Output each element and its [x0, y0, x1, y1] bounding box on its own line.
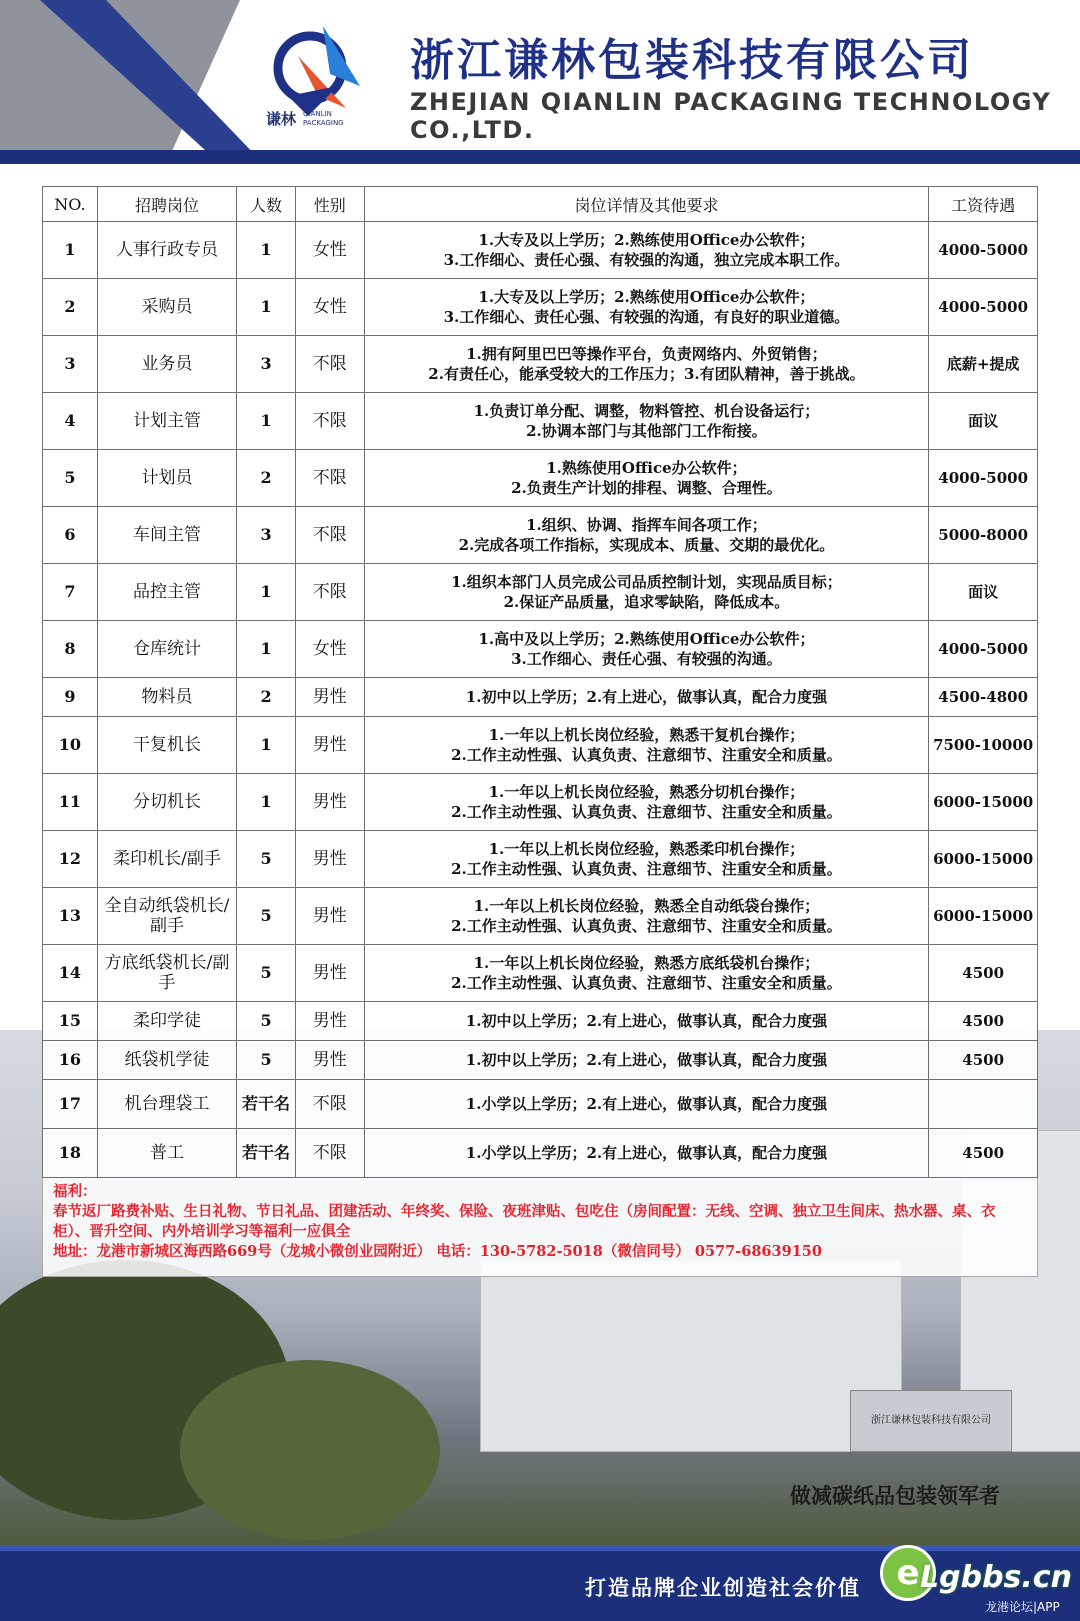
row-no: 18	[43, 1129, 98, 1178]
detail-line-1: 1.初中以上学历；2.有上进心，做事认真，配合力度强	[465, 688, 828, 706]
row-position: 计划主管	[97, 393, 236, 450]
row-count: 1	[237, 393, 296, 450]
detail-line-1: 1.一年以上机长岗位经验，熟悉方底纸袋机台操作；	[473, 954, 820, 972]
row-gender: 女性	[295, 621, 364, 678]
col-salary: 工资待遇	[929, 187, 1038, 222]
table-row	[43, 1041, 1038, 1080]
table-body	[43, 222, 1038, 1178]
row-count: 1	[237, 564, 296, 621]
col-count: 人数	[237, 187, 296, 222]
detail-line-1: 1.小学以上学历；2.有上进心，做事认真，配合力度强	[465, 1144, 828, 1162]
row-salary: 4000-5000	[929, 621, 1038, 678]
row-position: 柔印学徒	[97, 1002, 236, 1041]
row-position: 方底纸袋机长/副手	[97, 945, 236, 1002]
table-row	[43, 450, 1038, 507]
detail-line-1: 1.初中以上学历；2.有上进心，做事认真，配合力度强	[465, 1012, 828, 1030]
detail-line-1: 1.熟练使用Office办公软件；	[546, 459, 747, 477]
row-salary: 7500-10000	[929, 717, 1038, 774]
row-salary	[929, 1080, 1038, 1129]
detail-line-2: 2.工作主动性强、认真负责、注意细节、注重安全和质量。	[451, 974, 842, 992]
detail-line-1: 1.负责订单分配、调整，物料管控、机台设备运行；	[473, 402, 820, 420]
table-row	[43, 717, 1038, 774]
row-count: 若干名	[237, 1129, 296, 1178]
row-gender: 女性	[295, 222, 364, 279]
photo-slogan: 做减碳纸品包装领军者	[790, 1484, 1000, 1508]
detail-line-1: 1.组织、协调、指挥车间各项工作；	[526, 516, 767, 534]
row-position: 业务员	[97, 336, 236, 393]
detail-line-2: 2.工作主动性强、认真负责、注意细节、注重安全和质量。	[451, 917, 842, 935]
detail-line-1: 1.高中及以上学历；2.熟练使用Office办公软件；	[478, 630, 815, 648]
row-position: 物料员	[97, 678, 236, 717]
row-gender: 男性	[295, 678, 364, 717]
row-detail	[364, 336, 929, 393]
row-salary: 4000-5000	[929, 279, 1038, 336]
detail-line-1: 1.小学以上学历；2.有上进心，做事认真，配合力度强	[465, 1095, 828, 1113]
row-gender: 不限	[295, 564, 364, 621]
row-count: 2	[237, 450, 296, 507]
row-count: 3	[237, 507, 296, 564]
row-gender: 男性	[295, 717, 364, 774]
row-no: 5	[43, 450, 98, 507]
row-salary: 面议	[929, 393, 1038, 450]
row-no: 7	[43, 564, 98, 621]
row-count: 1	[237, 621, 296, 678]
row-no: 13	[43, 888, 98, 945]
row-no: 6	[43, 507, 98, 564]
row-gender: 男性	[295, 1041, 364, 1080]
row-gender: 不限	[295, 1080, 364, 1129]
detail-line-1: 1.一年以上机长岗位经验，熟悉分切机台操作；	[488, 783, 805, 801]
detail-line-2: 2.负责生产计划的排程、调整、合理性。	[511, 479, 782, 497]
gate-sign	[850, 1390, 1012, 1452]
benefits-text: 春节返厂路费补贴、生日礼物、节日礼品、团建活动、年终奖、保险、夜班津贴、包吃住（房间配置：无线、空调、独立卫生间床、热水器、桌、衣柜）、晋升空间、内外培训学习等福利一应俱全	[53, 1203, 996, 1240]
row-count: 1	[237, 774, 296, 831]
row-no: 3	[43, 336, 98, 393]
row-count: 5	[237, 831, 296, 888]
row-count: 5	[237, 1002, 296, 1041]
detail-line-2: 2.工作主动性强、认真负责、注意细节、注重安全和质量。	[451, 860, 842, 878]
row-detail	[364, 1002, 929, 1041]
row-detail	[364, 831, 929, 888]
row-salary: 6000-15000	[929, 831, 1038, 888]
row-no: 9	[43, 678, 98, 717]
row-count: 若干名	[237, 1080, 296, 1129]
row-position: 人事行政专员	[97, 222, 236, 279]
detail-line-1: 1.初中以上学历；2.有上进心，做事认真，配合力度强	[465, 1051, 828, 1069]
factory-building	[480, 1260, 902, 1452]
row-no: 4	[43, 393, 98, 450]
logo-cn: 谦林	[266, 110, 297, 128]
row-count: 2	[237, 678, 296, 717]
row-gender: 不限	[295, 507, 364, 564]
row-salary: 4500	[929, 945, 1038, 1002]
company-name-en: ZHEJIAN QIANLIN PACKAGING TECHNOLOGY CO.,LTD.	[410, 88, 1052, 144]
table-row	[43, 831, 1038, 888]
detail-line-2: 2.工作主动性强、认真负责、注意细节、注重安全和质量。	[451, 803, 842, 821]
detail-line-2: 3.工作细心、责任心强、有较强的沟通，有良好的职业道德。	[443, 308, 850, 326]
row-salary: 5000-8000	[929, 507, 1038, 564]
row-detail	[364, 1080, 929, 1129]
row-salary: 4000-5000	[929, 222, 1038, 279]
header	[0, 0, 1080, 170]
row-detail	[364, 507, 929, 564]
col-position: 招聘岗位	[97, 187, 236, 222]
table-row	[43, 1002, 1038, 1041]
footer-slogan: 打造品牌企业创造社会价值	[585, 1576, 861, 1600]
row-gender: 男性	[295, 774, 364, 831]
table-row	[43, 507, 1038, 564]
table-row	[43, 222, 1038, 279]
detail-line-1: 1.大专及以上学历；2.熟练使用Office办公软件；	[478, 288, 815, 306]
col-no: NO.	[43, 187, 98, 222]
row-position: 全自动纸袋机长/副手	[97, 888, 236, 945]
table-row	[43, 1080, 1038, 1129]
benefits-title: 福利：	[53, 1183, 97, 1200]
row-detail	[364, 678, 929, 717]
row-count: 1	[237, 279, 296, 336]
table-row	[43, 1129, 1038, 1178]
table-row	[43, 888, 1038, 945]
table-row	[43, 279, 1038, 336]
company-name-cn: 浙江谦林包装科技有限公司	[410, 35, 974, 86]
row-count: 1	[237, 717, 296, 774]
recruitment-table	[42, 186, 1038, 1178]
row-salary: 底薪+提成	[929, 336, 1038, 393]
row-position: 普工	[97, 1129, 236, 1178]
row-salary: 面议	[929, 564, 1038, 621]
shrub	[180, 1360, 440, 1540]
row-position: 分切机长	[97, 774, 236, 831]
table-row	[43, 678, 1038, 717]
row-gender: 不限	[295, 450, 364, 507]
contact-address: 地址：龙港市新城区海西路669号（龙城小微创业园附近） 电话：130-5782-5018（微信同号） 0577-68639150	[53, 1243, 822, 1260]
row-no: 1	[43, 222, 98, 279]
row-salary: 4500-4800	[929, 678, 1038, 717]
logo-en: QIANLIN PACKAGING	[303, 110, 344, 127]
row-salary: 4000-5000	[929, 450, 1038, 507]
header-bottom-band	[0, 150, 1080, 164]
row-gender: 不限	[295, 336, 364, 393]
row-no: 14	[43, 945, 98, 1002]
row-no: 15	[43, 1002, 98, 1041]
row-gender: 男性	[295, 888, 364, 945]
row-position: 车间主管	[97, 507, 236, 564]
detail-line-2: 2.完成各项工作指标，实现成本、质量、交期的最优化。	[458, 536, 835, 554]
col-detail: 岗位详情及其他要求	[364, 187, 929, 222]
row-position: 计划员	[97, 450, 236, 507]
watermark-sub: 龙港论坛|APP	[985, 1600, 1060, 1614]
row-detail	[364, 717, 929, 774]
row-detail	[364, 1041, 929, 1080]
table-row	[43, 621, 1038, 678]
table-row	[43, 945, 1038, 1002]
gate-sign-text: 浙江谦林包装科技有限公司	[871, 1415, 991, 1426]
watermark-logo-icon: e	[880, 1545, 936, 1601]
table-row	[43, 564, 1038, 621]
row-count: 5	[237, 888, 296, 945]
row-count: 1	[237, 222, 296, 279]
watermark-text: Lgbbs.cn	[920, 1560, 1072, 1595]
row-no: 10	[43, 717, 98, 774]
row-no: 12	[43, 831, 98, 888]
row-gender: 不限	[295, 393, 364, 450]
row-salary: 6000-15000	[929, 774, 1038, 831]
detail-line-1: 1.一年以上机长岗位经验，熟悉干复机台操作；	[488, 726, 805, 744]
row-position: 柔印机长/副手	[97, 831, 236, 888]
col-gender: 性别	[295, 187, 364, 222]
row-detail	[364, 564, 929, 621]
row-detail	[364, 1129, 929, 1178]
row-position: 采购员	[97, 279, 236, 336]
detail-line-2: 2.工作主动性强、认真负责、注意细节、注重安全和质量。	[451, 746, 842, 764]
row-gender: 男性	[295, 945, 364, 1002]
table-row	[43, 393, 1038, 450]
row-detail	[364, 774, 929, 831]
row-salary: 4500	[929, 1129, 1038, 1178]
detail-line-2: 2.协调本部门与其他部门工作衔接。	[526, 422, 767, 440]
row-position: 机台理袋工	[97, 1080, 236, 1129]
row-detail	[364, 888, 929, 945]
row-count: 5	[237, 1041, 296, 1080]
row-gender: 不限	[295, 1129, 364, 1178]
row-count: 3	[237, 336, 296, 393]
detail-line-2: 2.保证产品质量，追求零缺陷，降低成本。	[503, 593, 790, 611]
row-count: 5	[237, 945, 296, 1002]
row-salary: 6000-15000	[929, 888, 1038, 945]
row-position: 仓库统计	[97, 621, 236, 678]
row-position: 品控主管	[97, 564, 236, 621]
row-no: 16	[43, 1041, 98, 1080]
row-detail	[364, 279, 929, 336]
row-gender: 男性	[295, 1002, 364, 1041]
row-no: 8	[43, 621, 98, 678]
detail-line-1: 1.拥有阿里巴巴等操作平台，负责网络内、外贸销售；	[466, 345, 827, 363]
row-no: 17	[43, 1080, 98, 1129]
table-header-row	[43, 187, 1038, 222]
row-detail	[364, 393, 929, 450]
row-position: 纸袋机学徒	[97, 1041, 236, 1080]
detail-line-1: 1.一年以上机长岗位经验，熟悉全自动纸袋台操作；	[473, 897, 820, 915]
detail-line-1: 1.大专及以上学历；2.熟练使用Office办公软件；	[478, 231, 815, 249]
benefits-box	[42, 1178, 1038, 1277]
row-detail	[364, 945, 929, 1002]
row-gender: 男性	[295, 831, 364, 888]
detail-line-1: 1.组织本部门人员完成公司品质控制计划，实现品质目标；	[451, 573, 842, 591]
detail-line-2: 3.工作细心、责任心强、有较强的沟通，独立完成本职工作。	[443, 251, 850, 269]
detail-line-2: 2.有责任心，能承受较大的工作压力；3.有团队精神，善于挑战。	[428, 365, 865, 383]
row-gender: 女性	[295, 279, 364, 336]
table-row	[43, 774, 1038, 831]
row-detail	[364, 450, 929, 507]
row-no: 2	[43, 279, 98, 336]
row-detail	[364, 621, 929, 678]
row-position: 干复机长	[97, 717, 236, 774]
detail-line-1: 1.一年以上机长岗位经验，熟悉柔印机台操作；	[488, 840, 805, 858]
row-salary: 4500	[929, 1041, 1038, 1080]
row-salary: 4500	[929, 1002, 1038, 1041]
row-no: 11	[43, 774, 98, 831]
table-row	[43, 336, 1038, 393]
row-detail	[364, 222, 929, 279]
detail-line-2: 3.工作细心、责任心强、有较强的沟通。	[511, 650, 782, 668]
